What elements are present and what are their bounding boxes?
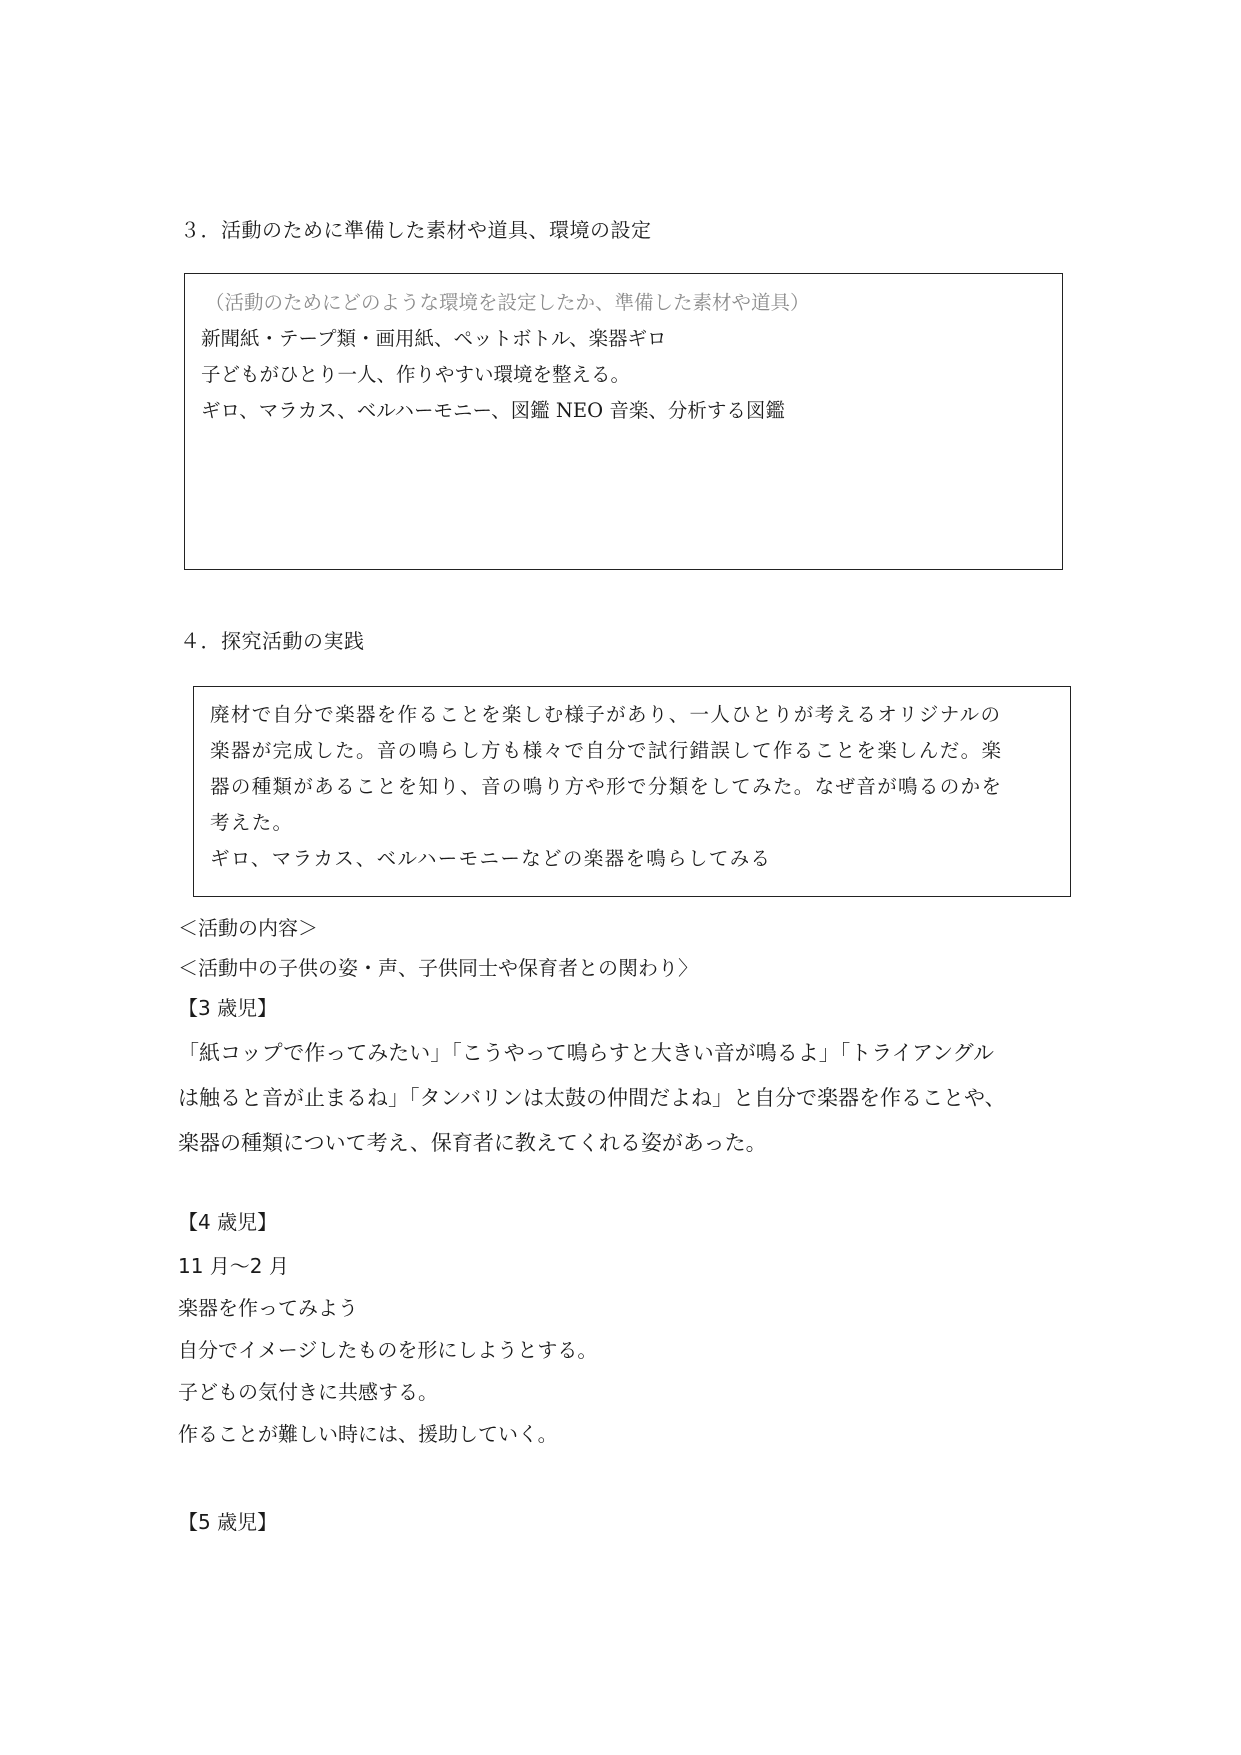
section3-line: ギロ、マラカス、ベルハーモニー、図鑑 NEO 音楽、分析する図鑑 <box>201 399 785 422</box>
age3-label: 【3 歳児】 <box>178 996 278 1020</box>
section4-box <box>193 686 1071 897</box>
age4-line: 楽器を作ってみよう <box>178 1296 358 1320</box>
section3-line: 子どもがひとり一人、作りやすい環境を整える。 <box>201 363 631 386</box>
age3-line: 楽器の種類について考え、保育者に教えてくれる姿があった。 <box>178 1131 767 1155</box>
age4-line: 作ることが難しい時には、援助していく。 <box>178 1422 558 1446</box>
section4-box-line: 楽器が完成した。音の鳴らし方も様々で自分で試行錯誤して作ることを楽しんだ。楽 <box>210 739 1003 762</box>
age4-line: 自分でイメージしたものを形にしようとする。 <box>178 1338 598 1362</box>
age4-line: 子どもの気付きに共感する。 <box>178 1380 438 1404</box>
age3-line: 「紙コップで作ってみたい」「こうやって鳴らすと大きい音が鳴るよ」「トライアングル <box>178 1041 995 1065</box>
age4-line: 11 月～2 月 <box>178 1254 289 1278</box>
activity-children-label: ＜活動中の子供の姿・声、子供同士や保育者との関わり〉 <box>178 956 698 980</box>
section4-heading: ４．探究活動の実践 <box>180 629 365 653</box>
activity-content-label: ＜活動の内容＞ <box>178 916 318 940</box>
section4-box-line: ギロ、マラカス、ベルハーモニーなどの楽器を鳴らしてみる <box>210 847 772 870</box>
section3-line: 新聞紙・テープ類・画用紙、ペットボトル、楽器ギロ <box>201 327 667 350</box>
section4-box-line: 考えた。 <box>210 811 294 834</box>
age4-label: 【4 歳児】 <box>178 1210 278 1234</box>
section3-heading: ３．活動のために準備した素材や道具、環境の設定 <box>180 218 652 242</box>
section3-hint: （活動のためにどのような環境を設定したか、準備した素材や道具） <box>205 291 810 314</box>
section4-box-line: 廃材で自分で楽器を作ることを楽しむ様子があり、一人ひとりが考えるオリジナルの <box>210 703 1002 726</box>
age5-label: 【5 歳児】 <box>178 1510 278 1534</box>
age3-line: は触ると音が止まるね」「タンバリンは太鼓の仲間だよね」と自分で楽器を作ることや、 <box>178 1086 1006 1110</box>
section4-box-line: 器の種類があることを知り、音の鳴り方や形で分類をしてみた。なぜ音が鳴るのかを <box>210 775 1003 798</box>
section3-box <box>184 273 1063 570</box>
